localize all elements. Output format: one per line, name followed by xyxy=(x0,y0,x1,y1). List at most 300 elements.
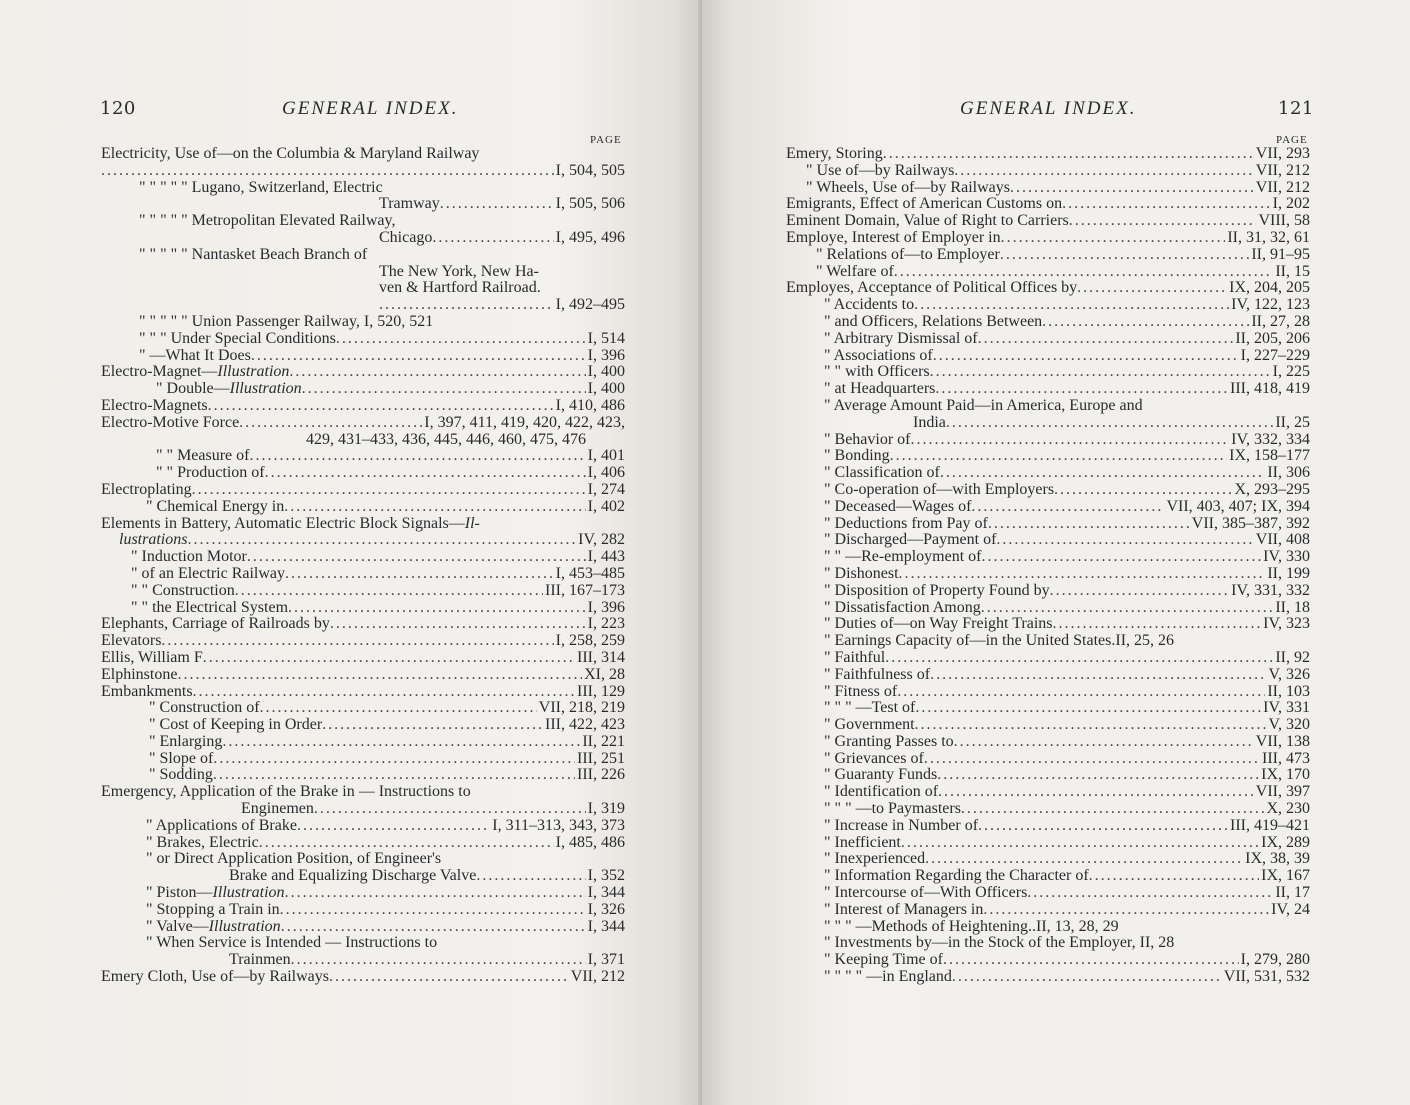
entry-text: " Double— xyxy=(156,381,230,398)
index-entry xyxy=(101,919,625,936)
index-entry xyxy=(101,600,625,617)
entry-text: Electro-Magnet— xyxy=(101,364,218,381)
entry-text: Embankments xyxy=(101,683,193,700)
index-entry xyxy=(101,583,625,600)
page-reference: II, 205, 206 xyxy=(1235,330,1310,347)
page-reference: I, 410, 486 xyxy=(555,397,625,414)
page-reference: IX, 204, 205 xyxy=(1229,280,1310,297)
dot-leader xyxy=(281,919,586,936)
entry-text: " Stopping a Train in xyxy=(146,901,280,918)
dot-leader xyxy=(289,364,585,381)
page-reference: IV, 122, 123 xyxy=(1231,297,1310,314)
entry-text: " " Construction xyxy=(131,582,235,599)
index-entry xyxy=(101,549,625,566)
entry-text: " Fitness of xyxy=(824,683,898,700)
page-reference: II, 91–95 xyxy=(1251,246,1310,263)
entry-text: 429, 431–433, 436, 445, 446, 460, 475, 476 xyxy=(306,430,586,448)
dot-leader xyxy=(379,297,554,314)
entry-text: " " " —to Paymasters xyxy=(824,801,961,818)
entry-text: " Increase in Number of xyxy=(824,817,979,834)
page-reference: IX, 167 xyxy=(1261,868,1310,885)
entry-text: " Deceased—Wages of xyxy=(824,498,972,515)
page-reference: II, 221 xyxy=(582,733,625,750)
entry-text: " Interest of Managers in xyxy=(824,901,984,918)
entry-text: Electricity, Use of—on the Columbia & Maryland Railway xyxy=(101,145,480,162)
index-entry xyxy=(786,969,1310,986)
index-entry xyxy=(101,835,625,852)
index-entry xyxy=(786,868,1310,885)
entry-text: " Earnings Capacity of—in the United States.II, 25, 26 xyxy=(824,632,1175,650)
entry-text: " Average Amount Paid—in America, Europe and xyxy=(824,396,1143,414)
page-reference: III, 129 xyxy=(577,683,625,700)
page-column-label: PAGE xyxy=(1276,134,1308,146)
entry-text: " Slope of xyxy=(149,750,214,767)
entry-text: " Disposition of Property Found by xyxy=(824,582,1050,599)
entry-text: " Accidents to xyxy=(824,297,915,314)
page-reference: II, 17 xyxy=(1275,885,1310,902)
index-entry xyxy=(786,600,1310,617)
entry-text: " or Direct Application Position, of Engineer's xyxy=(146,850,442,868)
entry-text: " " " " " Union Passenger Railway, I, 520, 521 xyxy=(139,312,434,330)
entry-text: " Information Regarding the Character of xyxy=(824,868,1089,885)
dot-leader xyxy=(1042,314,1249,331)
index-entry xyxy=(101,566,625,583)
page-reference: I, 401 xyxy=(587,448,625,465)
index-entry xyxy=(786,314,1310,331)
index-entry xyxy=(101,717,625,734)
dot-leader xyxy=(440,196,554,213)
entry-text: Elements in Battery, Automatic Electric Block Signals—Il- xyxy=(101,514,480,532)
dot-leader xyxy=(924,751,1260,768)
entry-text: " —What It Does xyxy=(139,347,251,364)
page-reference: VII, 397 xyxy=(1255,784,1310,801)
index-entry xyxy=(101,969,625,986)
page-reference: VIII, 58 xyxy=(1258,213,1310,230)
page-reference: III, 418, 419 xyxy=(1230,381,1310,398)
entry-text: Electro-Magnets xyxy=(101,397,208,414)
index-entry xyxy=(101,767,625,784)
index-entry xyxy=(101,650,625,667)
page-reference: II, 27, 28 xyxy=(1251,313,1310,330)
running-title: GENERAL INDEX. xyxy=(282,98,459,119)
dot-leader xyxy=(1027,885,1273,902)
dot-leader xyxy=(329,969,569,986)
index-entry xyxy=(786,247,1310,264)
entry-text: Elephants, Carriage of Railroads by xyxy=(101,616,330,633)
index-entry xyxy=(101,381,625,398)
page-reference: I, 504, 505 xyxy=(555,162,625,179)
index-entry xyxy=(101,684,625,701)
entry-text: " Piston— xyxy=(146,885,213,902)
entry-text: " Associations of xyxy=(824,347,933,364)
index-entry xyxy=(101,935,625,952)
dot-leader xyxy=(915,700,1261,717)
page-reference: X, 293–295 xyxy=(1234,481,1310,498)
page-reference: I, 344 xyxy=(587,918,625,935)
entry-text: " Welfare of xyxy=(816,263,894,280)
dot-leader xyxy=(193,684,575,701)
dot-leader xyxy=(897,684,1265,701)
entry-text: " Guaranty Funds xyxy=(824,767,938,784)
page-reference: I, 400 xyxy=(587,364,625,381)
entry-text: Emigrants, Effect of American Customs on xyxy=(786,196,1063,213)
index-entry xyxy=(101,667,625,684)
index-entry xyxy=(101,213,625,230)
entry-text: Emery Cloth, Use of—by Railways xyxy=(101,969,329,986)
index-entry xyxy=(786,448,1310,465)
dot-leader xyxy=(894,264,1274,281)
page-reference: II, 306 xyxy=(1267,465,1310,482)
index-entry xyxy=(786,566,1310,583)
entry-text: " Relations of—to Employer xyxy=(816,246,1000,263)
dot-leader xyxy=(946,415,1273,432)
dot-leader xyxy=(1069,213,1257,230)
dot-leader xyxy=(915,717,1267,734)
entry-italic-text: Il- xyxy=(464,514,480,532)
dot-leader xyxy=(177,667,582,684)
page-reference: I, 505, 506 xyxy=(555,196,625,213)
dot-leader xyxy=(239,415,422,432)
dot-leader xyxy=(901,835,1259,852)
index-entry xyxy=(101,163,625,180)
page-reference: I, 514 xyxy=(587,330,625,347)
page-reference: I, 258, 259 xyxy=(555,633,625,650)
page-reference: III, 473 xyxy=(1262,750,1310,767)
index-entry xyxy=(786,650,1310,667)
index-entry xyxy=(101,264,625,281)
entry-text: " Duties of—on Way Freight Trains xyxy=(824,616,1053,633)
page-reference: VII, 212 xyxy=(1255,162,1310,179)
index-entry xyxy=(786,784,1310,801)
index-entry xyxy=(786,297,1310,314)
page-reference: I, 396 xyxy=(587,599,625,616)
dot-leader xyxy=(988,516,1190,533)
index-entry xyxy=(786,583,1310,600)
index-entry xyxy=(786,684,1310,701)
dot-leader xyxy=(940,465,1266,482)
page-reference: II, 18 xyxy=(1275,599,1310,616)
dot-leader xyxy=(1077,280,1227,297)
entry-italic-text: Illustration xyxy=(217,364,290,381)
page-reference: I, 495, 496 xyxy=(555,229,625,246)
entry-text: " When Service is Intended — Instructions to xyxy=(146,934,438,952)
entry-text: " Dissatisfaction Among xyxy=(824,599,981,616)
index-entry xyxy=(101,633,625,650)
dot-leader xyxy=(1062,196,1271,213)
index-entry xyxy=(101,364,625,381)
index-entry xyxy=(786,146,1310,163)
index-entry xyxy=(786,935,1310,952)
index-entry xyxy=(101,398,625,415)
page-reference: IX, 170 xyxy=(1261,767,1310,784)
entry-text: Brake and Equalizing Discharge Valve xyxy=(229,868,477,885)
page-reference: IV, 323 xyxy=(1263,616,1310,633)
entry-text: " " " " —in England xyxy=(824,969,952,986)
index-entry xyxy=(101,482,625,499)
dot-leader xyxy=(937,767,1259,784)
dot-leader xyxy=(265,465,586,482)
page-reference: III, 251 xyxy=(577,750,625,767)
entry-text: Employes, Acceptance of Political Offices by xyxy=(786,280,1078,297)
index-entry xyxy=(786,835,1310,852)
page-reference: II, 31, 32, 61 xyxy=(1227,229,1310,246)
page-reference: I, 402 xyxy=(587,498,625,515)
index-entry xyxy=(786,818,1310,835)
index-entry xyxy=(786,616,1310,633)
entry-text: " " " —Test of xyxy=(824,700,916,717)
page-reference: II, 199 xyxy=(1267,565,1310,582)
entry-text: " of an Electric Railway xyxy=(131,565,286,582)
page-reference: VII, 218, 219 xyxy=(538,700,625,717)
index-entry xyxy=(101,734,625,751)
page-reference: I, 400 xyxy=(587,381,625,398)
entry-text: " " " Under Special Conditions xyxy=(139,330,336,347)
dot-leader xyxy=(952,969,1222,986)
index-entry xyxy=(101,432,625,449)
page-reference: IV, 282 xyxy=(578,532,625,549)
page-reference: I, 279, 280 xyxy=(1240,952,1310,969)
dot-leader xyxy=(981,600,1274,617)
entry-text: " " " " " Nantasket Beach Branch of xyxy=(139,245,368,263)
dot-leader xyxy=(930,667,1266,684)
dot-leader xyxy=(983,902,1269,919)
dot-leader xyxy=(192,482,586,499)
index-entry xyxy=(101,348,625,365)
entry-text: " Induction Motor xyxy=(131,549,247,566)
dot-leader xyxy=(208,398,554,415)
running-title: GENERAL INDEX. xyxy=(960,98,1137,119)
entry-text: " Construction of xyxy=(149,700,260,717)
entry-text: Elevators xyxy=(101,633,162,650)
dot-leader xyxy=(213,751,575,768)
page-reference: I, 202 xyxy=(1272,196,1310,213)
index-entry xyxy=(101,280,625,297)
entry-text: " Dishonest xyxy=(824,565,899,582)
entry-text: " Inexperienced xyxy=(824,851,926,868)
page-reference: III, 314 xyxy=(577,649,625,666)
entry-italic-text: Illustration xyxy=(229,381,302,398)
dot-leader xyxy=(291,952,586,969)
entry-text: " " the Electrical System xyxy=(131,599,289,616)
index-entry xyxy=(101,146,625,163)
entry-text: " at Headquarters xyxy=(824,381,936,398)
entry-text: " Behavior of xyxy=(824,431,911,448)
dot-leader xyxy=(285,885,586,902)
dot-leader xyxy=(285,566,554,583)
entry-text: " Government xyxy=(824,717,915,734)
page-reference: I, 311–313, 343, 373 xyxy=(492,817,625,834)
index-entry xyxy=(786,767,1310,784)
page-reference: II, 15 xyxy=(1275,263,1310,280)
page-reference: IV, 332, 334 xyxy=(1231,431,1310,448)
dot-leader xyxy=(1053,616,1262,633)
page-reference: I, 406 xyxy=(587,465,625,482)
index-entry xyxy=(786,851,1310,868)
dot-leader xyxy=(222,734,580,751)
dot-leader xyxy=(890,448,1227,465)
dot-leader xyxy=(930,364,1271,381)
index-entry xyxy=(786,801,1310,818)
index-entry xyxy=(786,717,1310,734)
index-entry xyxy=(786,415,1310,432)
page-reference: III, 422, 423 xyxy=(545,717,625,734)
dot-leader xyxy=(1010,180,1254,197)
entry-text: " Faithful xyxy=(824,649,886,666)
entry-text: " " Measure of xyxy=(156,448,250,465)
page-column-label: PAGE xyxy=(590,134,622,146)
index-entry xyxy=(101,415,625,432)
index-entry xyxy=(786,398,1310,415)
dot-leader xyxy=(1000,247,1250,264)
index-entry xyxy=(786,751,1310,768)
index-entry xyxy=(786,465,1310,482)
index-entry xyxy=(786,196,1310,213)
entry-text: " Intercourse of—With Officers xyxy=(824,885,1028,902)
index-entry xyxy=(101,532,625,549)
entry-text: ven & Hartford Railroad. xyxy=(379,279,541,297)
index-column-left xyxy=(101,146,625,986)
dot-leader xyxy=(314,801,586,818)
entry-text: " Chemical Energy in xyxy=(146,498,285,515)
page-reference: VII, 138 xyxy=(1255,733,1310,750)
index-entry xyxy=(101,297,625,314)
entry-text: " Valve— xyxy=(146,918,209,935)
dot-leader xyxy=(954,734,1254,751)
entry-text: " Co-operation of—with Employers xyxy=(824,481,1055,498)
entry-text: " Brakes, Electric xyxy=(146,834,259,851)
page-reference: IV, 24 xyxy=(1271,901,1310,918)
page-reference: X, 230 xyxy=(1266,801,1310,818)
entry-italic-text: Illustration xyxy=(212,885,285,902)
index-entry xyxy=(786,264,1310,281)
dot-leader xyxy=(1050,583,1230,600)
index-entry xyxy=(786,734,1310,751)
entry-text: Trainmen xyxy=(229,952,291,969)
page-reference: I, 326 xyxy=(587,901,625,918)
entry-text: Enginemen xyxy=(241,801,314,818)
index-entry xyxy=(786,482,1310,499)
page-reference: I, 274 xyxy=(587,481,625,498)
index-entry xyxy=(101,868,625,885)
entry-text: " " Production of xyxy=(156,465,265,482)
index-entry xyxy=(101,499,625,516)
index-entry xyxy=(101,784,625,801)
dot-leader xyxy=(101,163,554,180)
index-entry xyxy=(786,633,1310,650)
index-entry xyxy=(101,448,625,465)
index-entry xyxy=(786,331,1310,348)
dot-leader xyxy=(961,801,1265,818)
page-reference: VII, 403, 407; IX, 394 xyxy=(1166,498,1310,515)
dot-leader xyxy=(925,851,1243,868)
entry-text: Electro-Motive Force xyxy=(101,414,240,431)
dot-leader xyxy=(1089,868,1259,885)
entry-text: Chicago xyxy=(379,229,433,246)
dot-leader xyxy=(978,818,1228,835)
dot-leader xyxy=(954,163,1253,180)
index-entry xyxy=(101,952,625,969)
entry-text: " Faithfulness of xyxy=(824,666,931,683)
entry-text: " Identification of xyxy=(824,784,939,801)
entry-italic-text: Illustration xyxy=(208,918,281,935)
page-reference: IX, 289 xyxy=(1261,834,1310,851)
page-reference: XI, 28 xyxy=(584,666,625,683)
dot-leader xyxy=(885,650,1273,667)
page-reference: I, 492–495 xyxy=(555,297,625,314)
dot-leader xyxy=(933,348,1239,365)
dot-leader xyxy=(911,432,1230,449)
dot-leader xyxy=(883,146,1254,163)
entry-text: " " " " " Metropolitan Elevated Railway, xyxy=(139,212,396,230)
index-entry xyxy=(786,885,1310,902)
page-reference: I, 352 xyxy=(587,868,625,885)
index-entry xyxy=(101,247,625,264)
entry-text: " " with Officers xyxy=(824,364,930,381)
entry-text: " Grievances of xyxy=(824,750,924,767)
page-reference: I, 344 xyxy=(587,885,625,902)
entry-text: " Wheels, Use of—by Railways xyxy=(806,179,1010,196)
page-reference: II, 103 xyxy=(1267,683,1310,700)
dot-leader xyxy=(280,902,586,919)
entry-text: Elphinstone xyxy=(101,666,178,683)
dot-leader xyxy=(288,600,586,617)
dot-leader xyxy=(943,952,1239,969)
left-page xyxy=(0,0,702,1105)
dot-leader xyxy=(971,499,1164,516)
dot-leader xyxy=(161,633,553,650)
entry-text: " Discharged—Payment of xyxy=(824,532,997,549)
page-reference: IV, 331, 332 xyxy=(1231,582,1310,599)
page-reference: V, 320 xyxy=(1268,717,1310,734)
entry-text: " Bonding xyxy=(824,448,890,465)
dot-leader xyxy=(284,499,585,516)
page-reference: II, 92 xyxy=(1275,649,1310,666)
entry-text: " Cost of Keeping in Order xyxy=(149,717,323,734)
entry-text: " and Officers, Relations Between xyxy=(824,313,1043,330)
dot-leader xyxy=(476,868,585,885)
entry-text: India xyxy=(913,414,946,431)
index-entry xyxy=(786,919,1310,936)
entry-text: " Investments by—in the Stock of the Employer, II, 28 xyxy=(824,934,1175,952)
index-entry xyxy=(101,616,625,633)
index-entry xyxy=(101,902,625,919)
index-entry xyxy=(786,348,1310,365)
entry-text: Eminent Domain, Value of Right to Carriers xyxy=(786,213,1069,230)
index-entry xyxy=(101,801,625,818)
page-reference: II, 25 xyxy=(1275,414,1310,431)
entry-text: Employe, Interest of Employer in xyxy=(786,229,1001,246)
dot-leader xyxy=(203,650,575,667)
dot-leader xyxy=(1001,230,1226,247)
page-reference: I, 371 xyxy=(587,952,625,969)
page-reference: I, 397, 411, 419, 420, 422, 423, xyxy=(424,414,625,431)
index-entry xyxy=(786,902,1310,919)
page-reference: VII, 293 xyxy=(1255,146,1310,162)
page-reference: I, 443 xyxy=(587,549,625,566)
page-reference: III, 226 xyxy=(577,767,625,784)
index-entry xyxy=(101,196,625,213)
index-entry xyxy=(786,364,1310,381)
entry-text: " Use of—by Railways xyxy=(806,162,955,179)
entry-text: " " —Re-employment of xyxy=(824,549,982,566)
index-entry xyxy=(786,499,1310,516)
index-entry xyxy=(786,700,1310,717)
index-entry xyxy=(786,230,1310,247)
index-entry xyxy=(101,331,625,348)
page-reference: I, 485, 486 xyxy=(555,834,625,851)
page-reference: VII, 212 xyxy=(1255,179,1310,196)
index-entry xyxy=(786,952,1310,969)
